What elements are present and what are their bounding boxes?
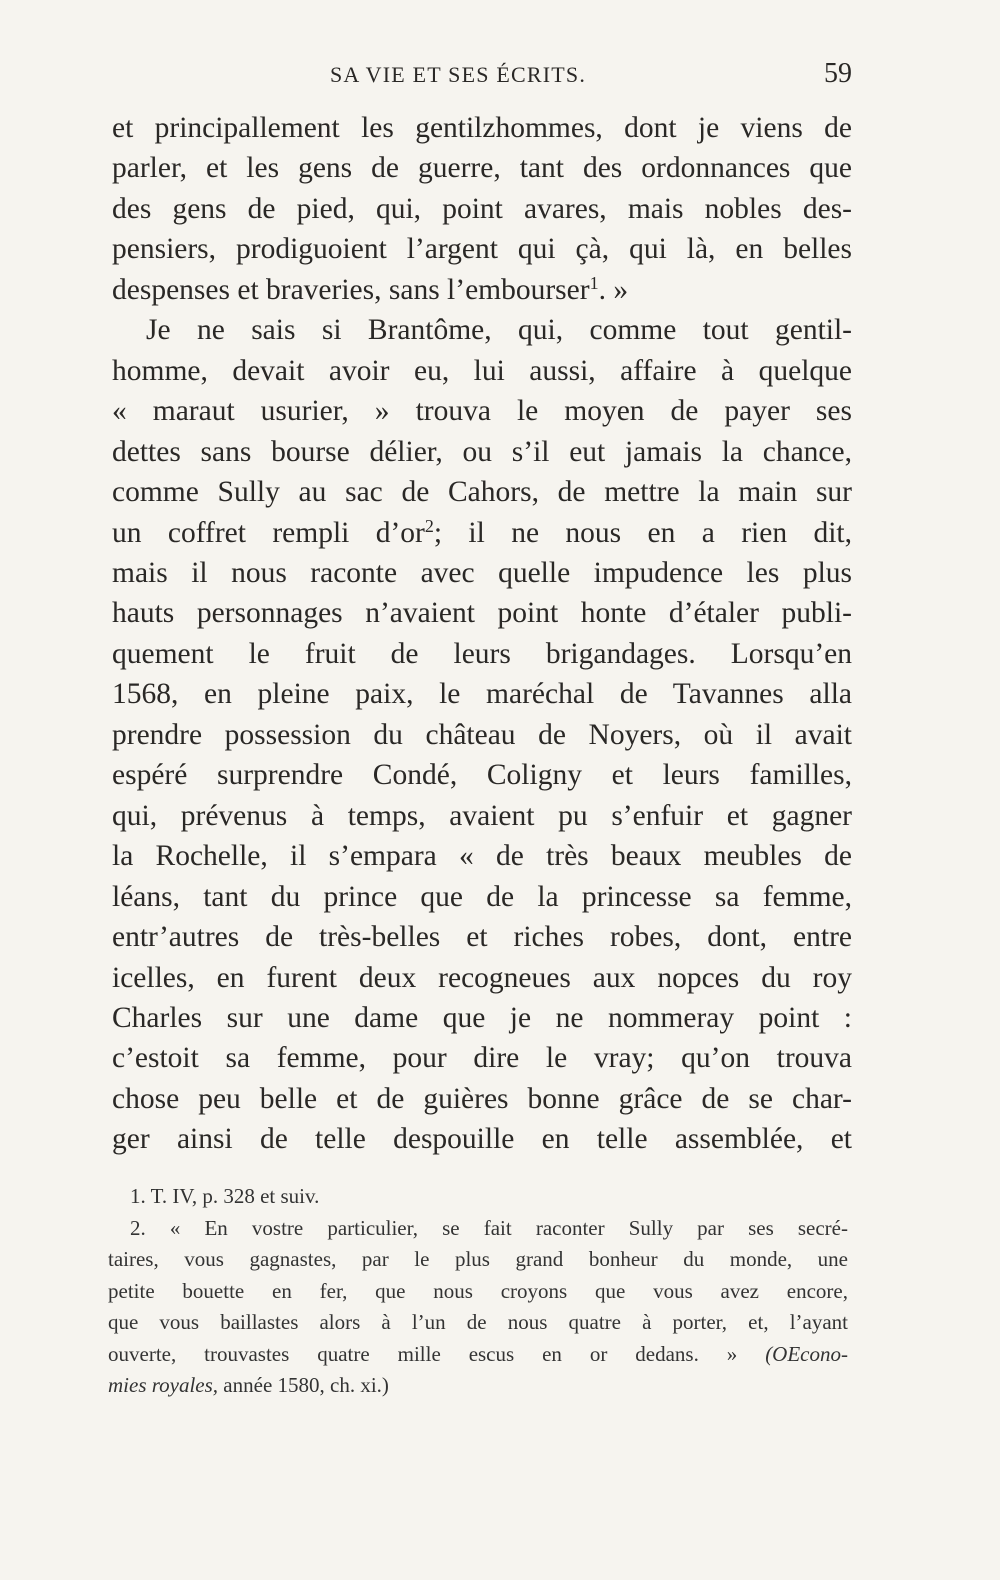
text-line: et principallement les gentilzhommes, dont je viens de <box>112 112 852 144</box>
body-text <box>112 108 852 1160</box>
footnote-2-line: petite bouette en fer, que nous croyons que vous avez encore, <box>108 1278 848 1303</box>
footnote-1: 1. T. IV, p. 328 et suiv. <box>130 1184 320 1208</box>
footnote-2-line: 2. « En vostre particulier, se fait raconter Sully par ses secré- <box>130 1215 848 1240</box>
footnote-ref: 1 <box>589 272 599 293</box>
text-line: léans, tant du prince que de la princesse sa femme, <box>112 880 852 913</box>
text-line: parler, et les gens de guerre, tant des ordonnances que <box>112 152 852 185</box>
text-line <box>112 513 852 553</box>
text-line: « maraut usurier, » trouva le moyen de payer ses <box>112 395 852 428</box>
text-line: espéré surprendre Condé, Coligny et leurs familles, <box>112 759 852 792</box>
text-line: hauts personnages n’avaient point honte d’étaler publi- <box>112 597 852 630</box>
footnote-2-line <box>108 1370 848 1402</box>
footnotes <box>108 1181 848 1402</box>
footnote-ref: 2 <box>424 515 434 536</box>
text-line <box>112 270 852 310</box>
text-line: prendre possession du château de Noyers, où il avait <box>112 718 852 751</box>
text-line: pensiers, prodiguoient l’argent qui çà, qui là, en belles <box>112 233 852 266</box>
text-segment: despenses et braveries, sans l’embourser <box>112 273 590 306</box>
text-line: mais il nous raconte avec quelle impudence les plus <box>112 556 852 589</box>
page-header <box>112 58 852 98</box>
text-segment: ouverte, trouvastes quatre mille escus en or dedans. » <box>108 1341 738 1366</box>
text-line: qui, prévenus à temps, avaient pu s’enfuir et gagner <box>112 799 852 832</box>
text-line: Charles sur une dame que je ne nommeray point : <box>112 1001 852 1034</box>
italic-title: mies royales, <box>108 1373 219 1397</box>
footnote-2-line <box>108 1339 848 1371</box>
text-line: la Rochelle, il s’empara « de très beaux meubles de <box>112 840 852 873</box>
page-number: 59 <box>824 58 852 89</box>
text-line: ger ainsi de telle despouille en telle assemblée, et <box>112 1123 852 1156</box>
text-line: 1568, en pleine paix, le maréchal de Tavannes alla <box>112 678 852 711</box>
text-line: dettes sans bourse délier, ou s’il eut jamais la chance, <box>112 435 852 468</box>
text-segment: année 1580, ch. xi.) <box>223 1373 389 1397</box>
footnote-2-line: taires, vous gagnastes, par le plus grand bonheur du monde, une <box>108 1247 848 1271</box>
text-line: chose peu belle et de guières bonne grâce de se char- <box>112 1082 852 1115</box>
text-line: entr’autres de très-belles et riches robes, dont, entre <box>112 921 852 954</box>
text-segment: un coffret rempli d’or <box>112 516 425 549</box>
running-head: SA VIE ET SES ÉCRITS. <box>330 62 587 87</box>
text-segment: . » <box>598 273 629 306</box>
text-line: icelles, en furent deux recogneues aux nopces du roy <box>112 961 852 994</box>
text-line: c’estoit sa femme, pour dire le vray; qu’on trouva <box>112 1042 852 1075</box>
italic-title: (OEcono- <box>765 1341 848 1366</box>
text-line: quement le fruit de leurs brigandages. Lorsqu’en <box>112 637 852 670</box>
text-line: Je ne sais si Brantôme, qui, comme tout gentil- <box>146 314 852 347</box>
footnote-2-line: que vous baillastes alors à l’un de nous quatre à porter, et, l’ayant <box>108 1310 848 1334</box>
text-line: homme, devait avoir eu, lui aussi, affaire à quelque <box>112 354 852 387</box>
text-segment: ; il ne nous en a rien dit, <box>433 516 852 549</box>
text-line: comme Sully au sac de Cahors, de mettre la main sur <box>112 476 852 509</box>
text-line: des gens de pied, qui, point avares, mais nobles des- <box>112 192 852 225</box>
